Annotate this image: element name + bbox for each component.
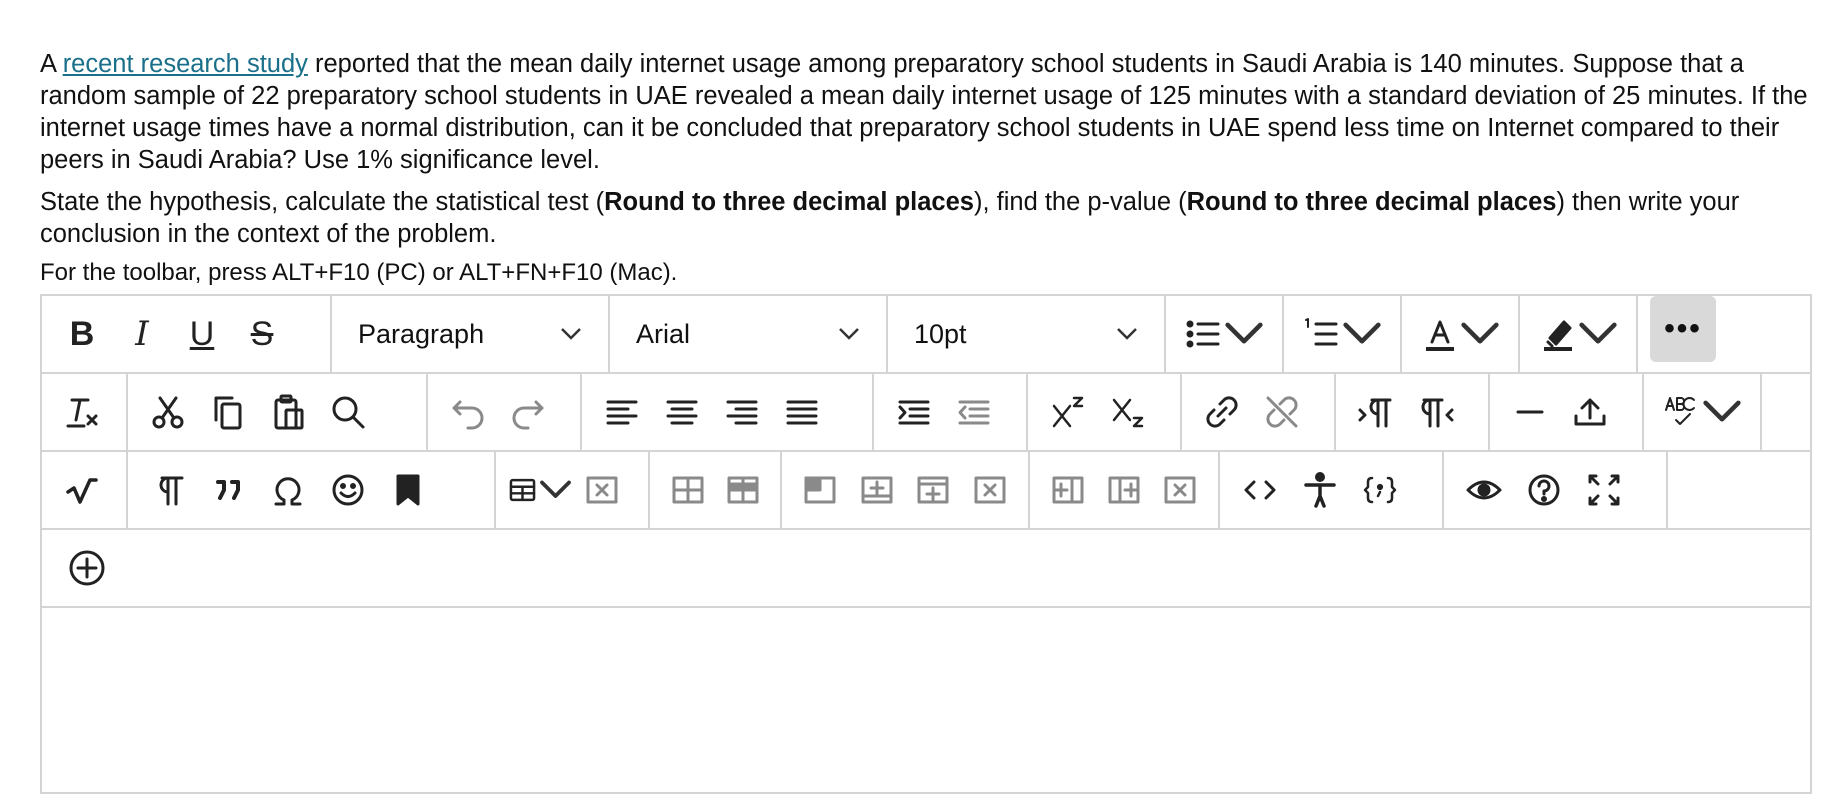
- clear-format-group: [42, 374, 128, 450]
- bullet-list-icon: [1184, 314, 1224, 354]
- unlink-icon: [1262, 392, 1302, 432]
- clear-formatting-button[interactable]: [52, 378, 112, 446]
- omega-icon: [268, 470, 308, 510]
- quote-icon: [208, 470, 248, 510]
- rtl-button[interactable]: [1406, 378, 1466, 446]
- subscript-icon: [1108, 392, 1148, 432]
- chevron-down-icon: [1578, 314, 1618, 354]
- table-edit-group: [782, 452, 1030, 528]
- numbered-list-button[interactable]: [1294, 300, 1390, 368]
- insert-row-before-button[interactable]: [849, 456, 906, 524]
- insert-column-before-icon: [1048, 470, 1088, 510]
- research-study-link[interactable]: recent research study: [62, 50, 308, 78]
- align-right-button[interactable]: [712, 378, 772, 446]
- emoji-icon: [328, 470, 368, 510]
- table-column-group: [1030, 452, 1220, 528]
- copy-icon: [208, 392, 248, 432]
- find-button[interactable]: [318, 378, 378, 446]
- copy-button[interactable]: [198, 378, 258, 446]
- left-to-right-icon: [1356, 392, 1396, 432]
- insert-column-after-icon: [1104, 470, 1144, 510]
- toolbar-row-4: [42, 530, 1810, 608]
- align-center-icon: [662, 392, 702, 432]
- bullet-list-group: [1166, 296, 1284, 372]
- table-icon: [506, 470, 539, 510]
- table-row-props-button[interactable]: [660, 456, 715, 524]
- redo-button[interactable]: [498, 378, 558, 446]
- underline-button[interactable]: U: [189, 314, 215, 353]
- superscript-button[interactable]: [1038, 378, 1098, 446]
- table-cell-icon: [723, 470, 763, 510]
- code-group: [1220, 452, 1444, 528]
- undo-button[interactable]: [438, 378, 498, 446]
- insert-row-before-icon: [857, 470, 897, 510]
- format-group: [42, 296, 332, 372]
- link-icon: [1202, 392, 1242, 432]
- cut-button[interactable]: [138, 378, 198, 446]
- superscript-icon: [1048, 392, 1088, 432]
- table-cell-props-button[interactable]: [715, 456, 770, 524]
- outdent-icon: [954, 392, 994, 432]
- help-button[interactable]: [1514, 456, 1574, 524]
- strikethrough-button[interactable]: S: [250, 314, 274, 353]
- horizontal-rule-button[interactable]: [1500, 378, 1560, 446]
- insert-row-after-icon: [913, 470, 953, 510]
- highlight-button[interactable]: [1530, 300, 1626, 368]
- align-left-button[interactable]: [592, 378, 652, 446]
- table-button[interactable]: [506, 456, 572, 524]
- fullscreen-icon: [1584, 470, 1624, 510]
- paragraph-mark-button[interactable]: [138, 456, 198, 524]
- search-icon: [328, 392, 368, 432]
- eye-icon: [1464, 470, 1504, 510]
- delete-table-icon: [582, 470, 622, 510]
- fullscreen-button[interactable]: [1574, 456, 1634, 524]
- horizontal-line-icon: [1510, 392, 1550, 432]
- accessibility-icon: [1300, 470, 1340, 510]
- insert-group: [1490, 374, 1644, 450]
- chevron-down-icon: [1224, 314, 1264, 354]
- question-paragraph-1: A recent research study reported that the mean daily internet usage among preparatory school students in Saudi Arabia is 140 minutes. Suppose that a random sample of 22 preparatory school students in UAE revealed a mean daily internet usage of 125 minutes with a standard deviation of 25 minutes. If the internet usage times have a normal distribution, can it be concluded that preparatory school students in UAE spend less time on Internet compared to their peers in Saudi Arabia? Use 1% significance level.: [40, 50, 1808, 174]
- highlight-group: [1520, 296, 1638, 372]
- insert-column-after-button[interactable]: [1096, 456, 1152, 524]
- text-color-button[interactable]: [1412, 300, 1508, 368]
- upload-icon: [1570, 392, 1610, 432]
- table-row-group: [650, 452, 782, 528]
- align-left-icon: [602, 392, 642, 432]
- pilcrow-icon: [148, 470, 188, 510]
- indent-icon: [894, 392, 934, 432]
- source-code-button[interactable]: [1230, 456, 1290, 524]
- toolbar-row-2: [42, 374, 1810, 452]
- block-format-select[interactable]: Paragraph: [332, 296, 610, 372]
- delete-column-button[interactable]: [1152, 456, 1208, 524]
- spellcheck-group: [1644, 374, 1762, 450]
- help-icon: [1524, 470, 1564, 510]
- emoji-button[interactable]: [318, 456, 378, 524]
- merge-cells-button[interactable]: [792, 456, 849, 524]
- code-icon: [1240, 470, 1280, 510]
- text-color-group: [1402, 296, 1520, 372]
- preview-button[interactable]: [1454, 456, 1514, 524]
- table-group: [496, 452, 650, 528]
- accessibility-button[interactable]: [1290, 456, 1350, 524]
- indent-group: [874, 374, 1028, 450]
- chevron-down-icon: [1702, 392, 1742, 432]
- highlighter-icon: [1538, 314, 1578, 354]
- chevron-down-icon: [560, 327, 582, 341]
- more-options-button[interactable]: •••: [1650, 296, 1716, 362]
- insert-link-button[interactable]: [1192, 378, 1252, 446]
- font-size-select[interactable]: 10pt: [888, 296, 1166, 372]
- add-content-button[interactable]: [62, 534, 112, 602]
- clipboard-group: [128, 374, 428, 450]
- clipboard-icon: [268, 392, 308, 432]
- question-content: [40, 48, 1820, 291]
- align-right-icon: [722, 392, 762, 432]
- link-group: [1182, 374, 1336, 450]
- redo-icon: [508, 392, 548, 432]
- clear-format-icon: [62, 392, 102, 432]
- delete-table-button[interactable]: [572, 456, 632, 524]
- rich-text-editor: [40, 294, 1812, 794]
- font-family-select[interactable]: Arial: [610, 296, 888, 372]
- special-insert-group: [128, 452, 496, 528]
- view-group: [1444, 452, 1668, 528]
- toolbar-row-3: [42, 452, 1810, 530]
- ltr-button[interactable]: [1346, 378, 1406, 446]
- bookmark-button[interactable]: [378, 456, 438, 524]
- delete-column-icon: [1160, 470, 1200, 510]
- numbered-list-icon: [1302, 314, 1342, 354]
- chevron-down-icon: [838, 327, 860, 341]
- align-center-button[interactable]: [652, 378, 712, 446]
- remove-link-button[interactable]: [1252, 378, 1312, 446]
- chevron-down-icon: [1116, 327, 1138, 341]
- direction-group: [1336, 374, 1490, 450]
- bookmark-icon: [388, 470, 428, 510]
- insert-row-after-button[interactable]: [905, 456, 962, 524]
- table-row-icon: [668, 470, 708, 510]
- bold-button[interactable]: B: [69, 314, 95, 353]
- undo-icon: [448, 392, 488, 432]
- justify-icon: [782, 392, 822, 432]
- plus-circle-icon: [67, 548, 107, 588]
- math-group: [42, 452, 128, 528]
- script-group: [1028, 374, 1182, 450]
- delete-row-icon: [970, 470, 1010, 510]
- upload-button[interactable]: [1560, 378, 1620, 446]
- chevron-down-icon: [1342, 314, 1382, 354]
- bullet-list-button[interactable]: [1176, 300, 1272, 368]
- spellcheck-icon: [1662, 392, 1702, 432]
- subscript-button[interactable]: [1098, 378, 1158, 446]
- italic-button[interactable]: I: [135, 314, 149, 354]
- history-group: [428, 374, 582, 450]
- square-root-icon: [62, 470, 102, 510]
- special-character-button[interactable]: [258, 456, 318, 524]
- chevron-down-icon: [539, 470, 572, 510]
- delete-row-button[interactable]: [962, 456, 1019, 524]
- numbered-list-group: [1284, 296, 1402, 372]
- spellcheck-button[interactable]: [1654, 378, 1750, 446]
- text-color-icon: [1420, 314, 1460, 354]
- chevron-down-icon: [1460, 314, 1500, 354]
- toolbar-row-1: [42, 296, 1810, 374]
- math-editor-button[interactable]: [52, 456, 112, 524]
- toolbar-hint: For the toolbar, press ALT+F10 (PC) or ALT+FN+F10 (Mac).: [40, 259, 678, 286]
- question-paragraph-2: State the hypothesis, calculate the statistical test (Round to three decimal places), find the p-value (Round to three decimal places) then write your conclusion in the context of the problem.: [40, 188, 1740, 248]
- justify-button[interactable]: [772, 378, 832, 446]
- paste-button[interactable]: [258, 378, 318, 446]
- code-sample-button[interactable]: [1350, 456, 1410, 524]
- blockquote-button[interactable]: [198, 456, 258, 524]
- alignment-group: [582, 374, 874, 450]
- merge-cells-icon: [800, 470, 840, 510]
- braces-icon: [1360, 470, 1400, 510]
- scissors-icon: [148, 392, 188, 432]
- right-to-left-icon: [1416, 392, 1456, 432]
- editor-body[interactable]: [42, 608, 1810, 808]
- indent-button[interactable]: [884, 378, 944, 446]
- insert-column-before-button[interactable]: [1040, 456, 1096, 524]
- outdent-button[interactable]: [944, 378, 1004, 446]
